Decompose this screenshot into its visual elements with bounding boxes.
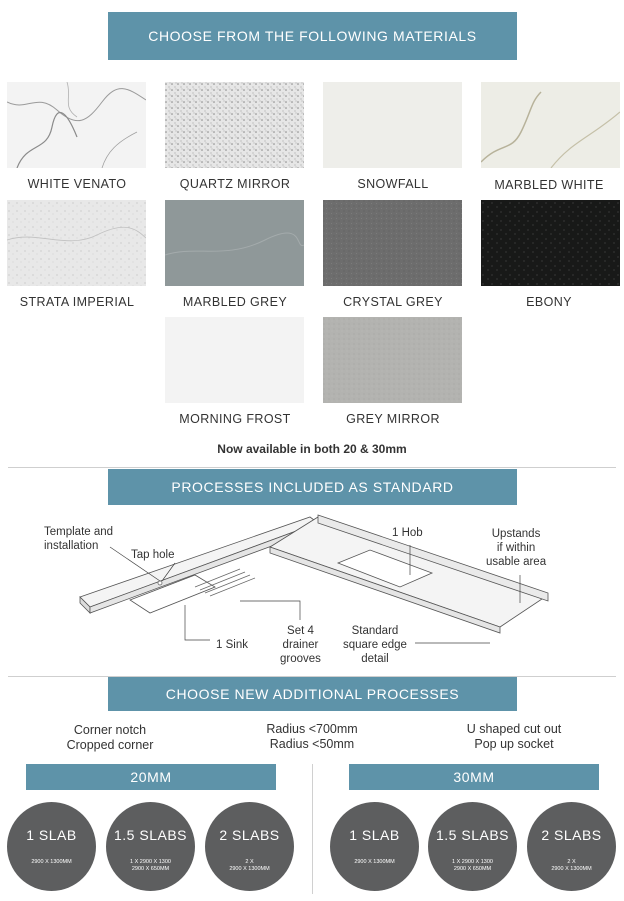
slab-option-20mm-1-5[interactable] — [106, 802, 195, 891]
slab-option-30mm-2[interactable] — [527, 802, 616, 891]
material-label: MARBLED GREY — [182, 295, 288, 309]
swatch-morning-frost[interactable] — [165, 317, 304, 403]
slab-option-30mm-1-5[interactable] — [428, 802, 517, 891]
swatch-strata-imperial[interactable] — [7, 200, 146, 286]
callout-drainer: Set 4 drainer grooves — [280, 625, 321, 665]
material-label: GREY MIRROR — [346, 412, 440, 426]
thickness-30mm-banner — [349, 764, 599, 790]
slab-option-title: 1.5 SLABS — [114, 827, 187, 843]
slab-option-title: 2 SLABS — [541, 827, 602, 843]
additional-process-radius: Radius <700mm Radius <50mm — [266, 722, 358, 751]
swatch-grey-mirror[interactable] — [323, 317, 462, 403]
materials-banner — [108, 12, 517, 60]
slab-option-size: 2900 X 1300MM — [354, 859, 395, 865]
slab-option-size: 1 X 2900 X 1300 2900 X 650MM — [452, 859, 493, 872]
material-label: CRYSTAL GREY — [343, 295, 443, 309]
swatch-ebony[interactable] — [481, 200, 620, 286]
additional-title: CHOOSE NEW ADDITIONAL PROCESSES — [165, 686, 460, 702]
swatch-crystal-grey[interactable] — [323, 200, 462, 286]
material-label: MORNING FROST — [179, 412, 291, 426]
slab-option-title: 1 SLAB — [26, 827, 77, 843]
callout-upstands: Upstands if within usable area — [486, 528, 547, 568]
callout-sink: 1 Sink — [216, 639, 248, 651]
additional-banner — [108, 677, 517, 711]
swatch-marbled-grey[interactable] — [165, 200, 304, 286]
material-label: MARBLED WHITE — [494, 178, 604, 192]
availability-note: Now available in both 20 & 30mm — [217, 442, 407, 456]
slab-option-title: 1.5 SLABS — [436, 827, 509, 843]
additional-process-cutout: U shaped cut out Pop up socket — [466, 722, 562, 751]
processes-banner — [108, 469, 517, 505]
material-label: STRATA IMPERIAL — [19, 295, 135, 309]
callout-hob: 1 Hob — [392, 527, 423, 539]
vertical-divider — [312, 764, 313, 894]
processes-title: PROCESSES INCLUDED AS STANDARD — [171, 479, 454, 495]
swatch-quartz-mirror[interactable] — [165, 82, 304, 168]
slab-option-size: 2 X 2900 X 1300MM — [551, 859, 592, 872]
slab-option-title: 2 SLABS — [219, 827, 280, 843]
thickness-20mm-banner — [26, 764, 276, 790]
thickness-30mm-label: 30MM — [453, 769, 495, 785]
slab-option-20mm-2[interactable] — [205, 802, 294, 891]
material-label: QUARTZ MIRROR — [179, 177, 291, 191]
slab-option-title: 1 SLAB — [349, 827, 400, 843]
slab-option-30mm-1[interactable] — [330, 802, 419, 891]
additional-process-corner: Corner notch Cropped corner — [66, 723, 154, 752]
callout-tap-hole: Tap hole — [131, 549, 175, 561]
swatch-marbled-white[interactable] — [481, 82, 620, 168]
divider — [8, 467, 616, 468]
slab-option-size: 1 X 2900 X 1300 2900 X 650MM — [130, 859, 171, 872]
callout-template: Template and installation — [44, 526, 114, 552]
material-label: WHITE VENATO — [27, 177, 127, 191]
thickness-20mm-label: 20MM — [130, 769, 172, 785]
materials-title: CHOOSE FROM THE FOLLOWING MATERIALS — [148, 28, 477, 44]
slab-option-size: 2 X 2900 X 1300MM — [229, 859, 270, 872]
callout-edge: Standard square edge detail — [343, 625, 407, 665]
slab-option-20mm-1[interactable] — [7, 802, 96, 891]
material-label: SNOWFALL — [357, 177, 429, 191]
material-label: EBONY — [526, 295, 572, 309]
slab-option-size: 2900 X 1300MM — [31, 859, 72, 865]
swatch-snowfall[interactable] — [323, 82, 462, 168]
swatch-white-venato[interactable] — [7, 82, 146, 168]
